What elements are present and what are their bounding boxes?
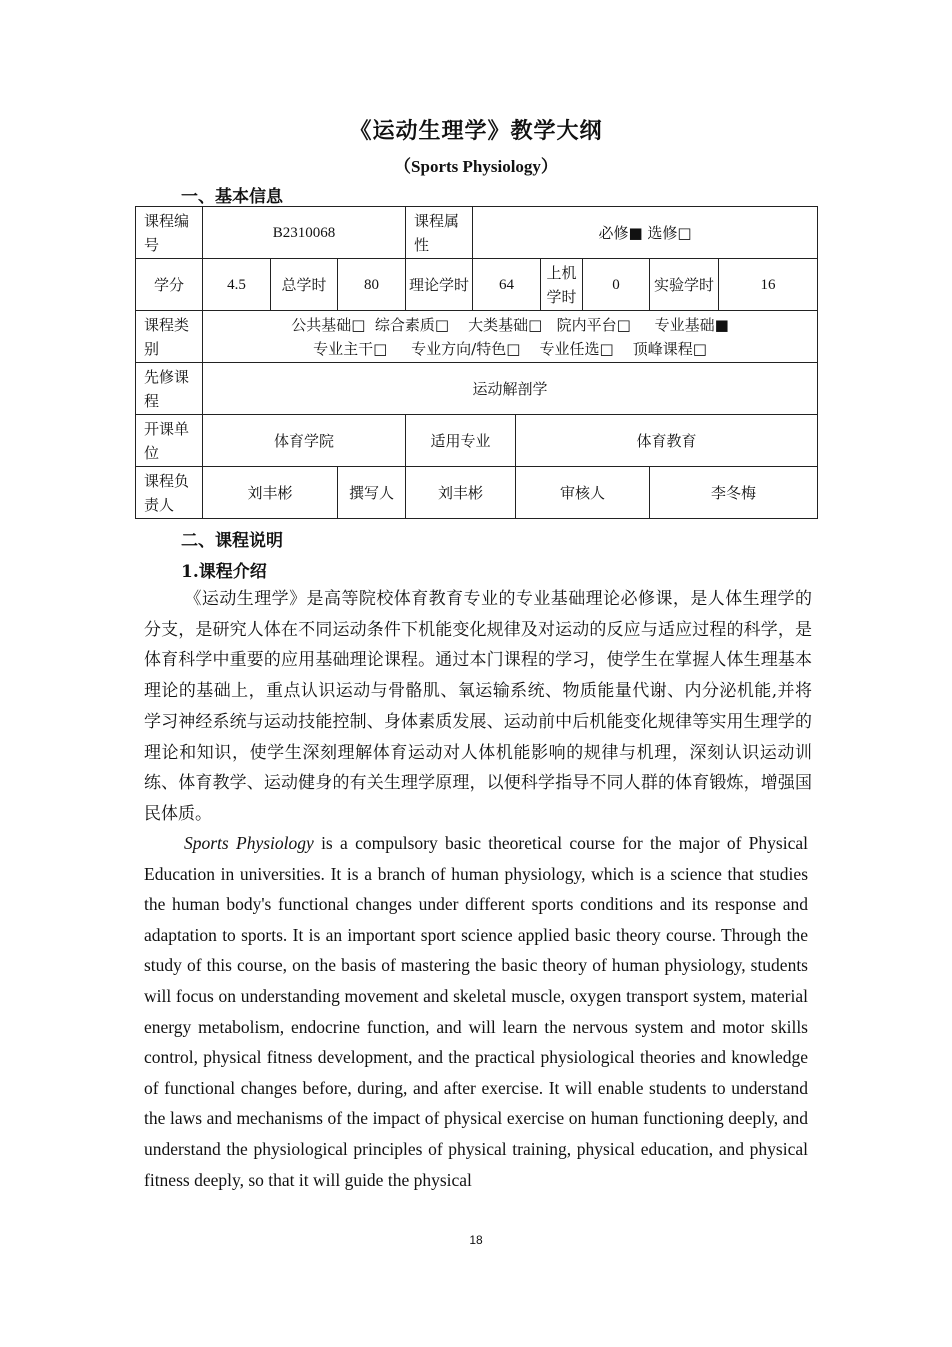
table-row (136, 467, 818, 519)
basic-info-table (135, 206, 818, 519)
reviewer-value: 李冬梅 (650, 467, 818, 519)
document-title: 《运动生理学》教学大纲 (349, 118, 603, 144)
writer-label: 撰写人 (338, 467, 406, 519)
course-intro-english (144, 828, 808, 1195)
section-basic-info-heading: 一、基本信息 (181, 187, 283, 207)
course-category-label: 课程类别 (136, 311, 203, 363)
category-line-1: 公共基础□ 综合素质□ 大类基础□ 院内平台□ 专业基础■ (291, 315, 729, 334)
applicable-major-value: 体育教育 (516, 415, 818, 467)
table-row (136, 415, 818, 467)
section-course-description-heading: 二、课程说明 (181, 531, 283, 551)
table-row (136, 207, 818, 259)
table-row (136, 259, 818, 311)
applicable-major-label: 适用专业 (406, 415, 516, 467)
lab-hours-value: 16 (719, 259, 818, 311)
course-intro-heading: 1.课程介绍 (181, 562, 267, 582)
reviewer-label: 审核人 (516, 467, 650, 519)
table-row (136, 311, 818, 363)
course-intro-english-text: is a compulsory basic theoretical course for the major of Physical Education in universities. It is a branch of human physiology, which is a science that studies the human body's functional changes under different sports conditions and its response and adaptation to sports. It is an important sport science applied basic theory course. Through the study of this course, on the basis of mastering the basic theory of human physiology, students will focus on understanding movement and skeletal muscle, oxygen transport system, material energy metabolism, endocrine function, and will learn the nervous system and motor skills control, physical fitness development, and the practical physiological theories and knowledge of functional changes before, during, and after exercise. It will enable students to understand the laws and mechanisms of the impact of physical exercise on human functioning deeply, and understand the physiological principles of physical training, physical education, and physical fitness deeply, so that it will guide the physical (144, 833, 808, 1190)
course-code-label: 课程编号 (136, 207, 203, 259)
total-hours-label: 总学时 (271, 259, 338, 311)
course-leader-label: 课程负责人 (136, 467, 203, 519)
document-subtitle: （Sports Physiology） (394, 157, 558, 176)
course-name-english: Sports Physiology (184, 833, 314, 853)
course-attribute-value: 必修■ 选修□ (473, 207, 818, 259)
theory-hours-value: 64 (473, 259, 541, 311)
computer-hours-label: 上机学时 (541, 259, 583, 311)
course-code-value: B2310068 (203, 207, 406, 259)
offering-unit-value: 体育学院 (203, 415, 406, 467)
credit-value: 4.5 (203, 259, 271, 311)
course-intro-chinese (144, 584, 812, 830)
prerequisite-value: 运动解剖学 (203, 363, 818, 415)
table-row (136, 363, 818, 415)
course-category-options (203, 311, 818, 363)
computer-hours-value: 0 (583, 259, 650, 311)
category-line-2: 专业主干□ 专业方向/特色□ 专业任选□ 顶峰课程□ (313, 339, 707, 358)
course-leader-value: 刘丰彬 (203, 467, 338, 519)
course-attribute-label: 课程属性 (406, 207, 473, 259)
page-number: 18 (469, 1233, 483, 1247)
lab-hours-label: 实验学时 (650, 259, 719, 311)
total-hours-value: 80 (338, 259, 406, 311)
writer-value: 刘丰彬 (406, 467, 516, 519)
prerequisite-label: 先修课程 (136, 363, 203, 415)
offering-unit-label: 开课单位 (136, 415, 203, 467)
theory-hours-label: 理论学时 (406, 259, 473, 311)
credit-label: 学分 (136, 259, 203, 311)
course-intro-chinese-text: 《运动生理学》是高等院校体育教育专业的专业基础理论必修课，是人体生理学的分支，是研究人体在不同运动条件下机能变化规律及对运动的反应与适应过程的科学，是体育科学中重要的应用基础理论课程。通过本门课程的学习，使学生在掌握人体生理基本理论的基础上，重点认识运动与骨骼肌、氧运输系统、物质能量代谢、内分泌机能,并将学习神经系统与运动技能控制、身体素质发展、运动前中后机能变化规律等实用生理学的理论和知识，使学生深刻理解体育运动对人体机能影响的规律与机理，深刻认识运动训练、体育教学、运动健身的有关生理学原理，以便科学指导不同人群的体育锻炼，增强国民体质。 (144, 589, 812, 824)
